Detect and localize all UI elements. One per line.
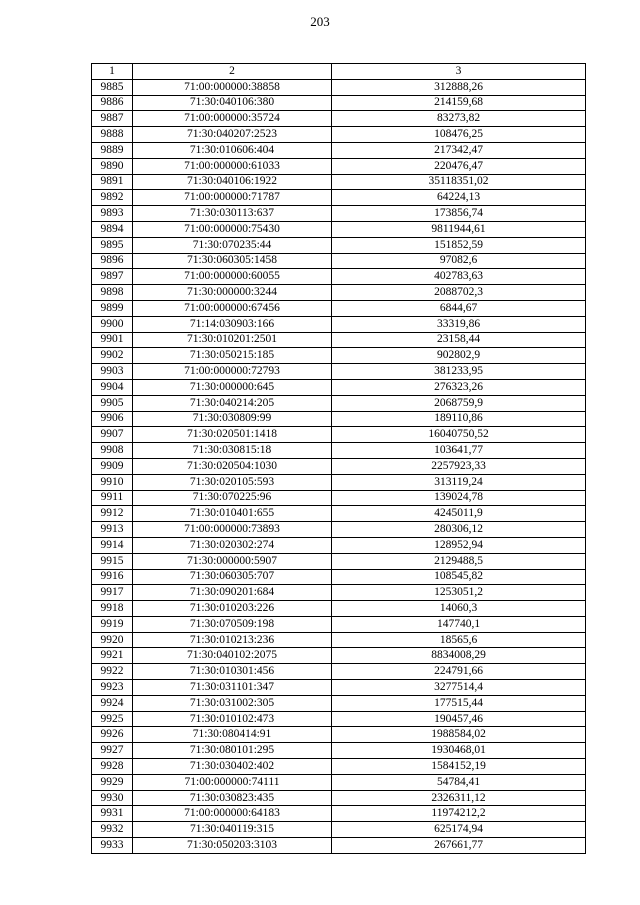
row-number-cell: 9918 [92, 601, 133, 617]
table-row [92, 616, 586, 632]
table-row [92, 174, 586, 190]
cadastral-number-cell: 71:30:030823:435 [133, 790, 332, 806]
value-cell: 381233,95 [332, 364, 586, 380]
cadastral-number-cell: 71:30:030809:99 [133, 411, 332, 427]
cadastral-number-cell: 71:00:000000:71787 [133, 190, 332, 206]
table-row [92, 206, 586, 222]
value-cell: 1253051,2 [332, 585, 586, 601]
table-row [92, 790, 586, 806]
table-row [92, 553, 586, 569]
value-cell: 139024,78 [332, 490, 586, 506]
cadastral-number-cell: 71:30:000000:3244 [133, 285, 332, 301]
table-row [92, 79, 586, 95]
cadastral-number-cell: 71:30:040106:1922 [133, 174, 332, 190]
value-cell: 220476,47 [332, 158, 586, 174]
cadastral-number-cell: 71:30:020501:1418 [133, 427, 332, 443]
row-number-cell: 9909 [92, 458, 133, 474]
column-header-1: 1 [92, 64, 133, 80]
value-cell: 190457,46 [332, 711, 586, 727]
row-number-cell: 9893 [92, 206, 133, 222]
row-number-cell: 9930 [92, 790, 133, 806]
cadastral-number-cell: 71:30:010401:655 [133, 506, 332, 522]
table-row [92, 142, 586, 158]
table-row [92, 300, 586, 316]
value-cell: 16040750,52 [332, 427, 586, 443]
table-row [92, 127, 586, 143]
row-number-cell: 9908 [92, 443, 133, 459]
cadastral-number-cell: 71:30:010606:404 [133, 142, 332, 158]
row-number-cell: 9891 [92, 174, 133, 190]
row-number-cell: 9925 [92, 711, 133, 727]
cadastral-number-cell: 71:30:020302:274 [133, 537, 332, 553]
row-number-cell: 9920 [92, 632, 133, 648]
row-number-cell: 9927 [92, 743, 133, 759]
row-number-cell: 9902 [92, 348, 133, 364]
table-row [92, 190, 586, 206]
table-row [92, 395, 586, 411]
table-row [92, 506, 586, 522]
cadastral-number-cell: 71:30:070235:44 [133, 237, 332, 253]
cadastral-number-cell: 71:30:040102:2075 [133, 648, 332, 664]
table-row [92, 774, 586, 790]
row-number-cell: 9917 [92, 585, 133, 601]
value-cell: 217342,47 [332, 142, 586, 158]
cadastral-number-cell: 71:30:070225:96 [133, 490, 332, 506]
row-number-cell: 9915 [92, 553, 133, 569]
table-row [92, 664, 586, 680]
value-cell: 1584152,19 [332, 759, 586, 775]
row-number-cell: 9933 [92, 838, 133, 854]
cadastral-number-cell: 71:30:030113:637 [133, 206, 332, 222]
table-row [92, 379, 586, 395]
cadastral-number-cell: 71:30:040207:2523 [133, 127, 332, 143]
cadastral-number-cell: 71:30:060305:707 [133, 569, 332, 585]
table-row [92, 237, 586, 253]
value-cell: 33319,86 [332, 316, 586, 332]
cadastral-number-cell: 71:30:031002:305 [133, 695, 332, 711]
table-row [92, 111, 586, 127]
value-cell: 23158,44 [332, 332, 586, 348]
value-cell: 64224,13 [332, 190, 586, 206]
row-number-cell: 9895 [92, 237, 133, 253]
row-number-cell: 9924 [92, 695, 133, 711]
cadastral-number-cell: 71:30:010201:2501 [133, 332, 332, 348]
value-cell: 9811944,61 [332, 221, 586, 237]
row-number-cell: 9894 [92, 221, 133, 237]
cadastral-number-cell: 71:30:080101:295 [133, 743, 332, 759]
value-cell: 103641,77 [332, 443, 586, 459]
value-cell: 1988584,02 [332, 727, 586, 743]
value-cell: 54784,41 [332, 774, 586, 790]
column-header-3: 3 [332, 64, 586, 80]
value-cell: 2088702,3 [332, 285, 586, 301]
table-row [92, 838, 586, 854]
value-cell: 1930468,01 [332, 743, 586, 759]
row-number-cell: 9923 [92, 680, 133, 696]
cadastral-number-cell: 71:00:000000:60055 [133, 269, 332, 285]
value-cell: 2129488,5 [332, 553, 586, 569]
cadastral-number-cell: 71:00:000000:61033 [133, 158, 332, 174]
cadastral-number-cell: 71:30:000000:5907 [133, 553, 332, 569]
row-number-cell: 9896 [92, 253, 133, 269]
row-number-cell: 9932 [92, 822, 133, 838]
value-cell: 280306,12 [332, 522, 586, 538]
value-cell: 2257923,33 [332, 458, 586, 474]
table-row [92, 695, 586, 711]
value-cell: 2326311,12 [332, 790, 586, 806]
row-number-cell: 9910 [92, 474, 133, 490]
table-row [92, 285, 586, 301]
value-cell: 4245011,9 [332, 506, 586, 522]
cadastral-number-cell: 71:30:010213:236 [133, 632, 332, 648]
row-number-cell: 9897 [92, 269, 133, 285]
cadastral-number-cell: 71:00:000000:72793 [133, 364, 332, 380]
table-row [92, 727, 586, 743]
value-cell: 177515,44 [332, 695, 586, 711]
table-row [92, 711, 586, 727]
value-cell: 108476,25 [332, 127, 586, 143]
cadastral-number-cell: 71:14:030903:166 [133, 316, 332, 332]
value-cell: 3277514,4 [332, 680, 586, 696]
cadastral-number-cell: 71:30:020105:593 [133, 474, 332, 490]
row-number-cell: 9901 [92, 332, 133, 348]
table-row [92, 364, 586, 380]
cadastral-number-cell: 71:30:050203:3103 [133, 838, 332, 854]
value-cell: 151852,59 [332, 237, 586, 253]
value-cell: 189110,86 [332, 411, 586, 427]
value-cell: 2068759,9 [332, 395, 586, 411]
value-cell: 35118351,02 [332, 174, 586, 190]
table-row [92, 806, 586, 822]
cadastral-number-cell: 71:30:010203:226 [133, 601, 332, 617]
table-row [92, 269, 586, 285]
table-row [92, 632, 586, 648]
value-cell: 312888,26 [332, 79, 586, 95]
table-row [92, 458, 586, 474]
table-row [92, 648, 586, 664]
table-row [92, 680, 586, 696]
value-cell: 173856,74 [332, 206, 586, 222]
value-cell: 8834008,29 [332, 648, 586, 664]
table-row [92, 443, 586, 459]
row-number-cell: 9921 [92, 648, 133, 664]
cadastral-number-cell: 71:30:040106:380 [133, 95, 332, 111]
value-cell: 6844,67 [332, 300, 586, 316]
data-table [91, 63, 586, 854]
cadastral-number-cell: 71:30:040119:315 [133, 822, 332, 838]
table-row [92, 585, 586, 601]
cadastral-number-cell: 71:30:030402:402 [133, 759, 332, 775]
table-row [92, 253, 586, 269]
cadastral-number-cell: 71:30:031101:347 [133, 680, 332, 696]
row-number-cell: 9885 [92, 79, 133, 95]
cadastral-number-cell: 71:30:000000:645 [133, 379, 332, 395]
value-cell: 128952,94 [332, 537, 586, 553]
cadastral-number-cell: 71:00:000000:74111 [133, 774, 332, 790]
row-number-cell: 9888 [92, 127, 133, 143]
table-row [92, 427, 586, 443]
table-header-row [92, 64, 586, 80]
table-row [92, 490, 586, 506]
row-number-cell: 9903 [92, 364, 133, 380]
row-number-cell: 9911 [92, 490, 133, 506]
row-number-cell: 9904 [92, 379, 133, 395]
row-number-cell: 9907 [92, 427, 133, 443]
value-cell: 625174,94 [332, 822, 586, 838]
cadastral-number-cell: 71:30:070509:198 [133, 616, 332, 632]
cadastral-number-cell: 71:00:000000:64183 [133, 806, 332, 822]
row-number-cell: 9912 [92, 506, 133, 522]
row-number-cell: 9931 [92, 806, 133, 822]
row-number-cell: 9890 [92, 158, 133, 174]
value-cell: 11974212,2 [332, 806, 586, 822]
row-number-cell: 9887 [92, 111, 133, 127]
value-cell: 224791,66 [332, 664, 586, 680]
row-number-cell: 9892 [92, 190, 133, 206]
table-body [92, 79, 586, 853]
row-number-cell: 9899 [92, 300, 133, 316]
row-number-cell: 9914 [92, 537, 133, 553]
value-cell: 83273,82 [332, 111, 586, 127]
table-row [92, 95, 586, 111]
value-cell: 214159,68 [332, 95, 586, 111]
value-cell: 313119,24 [332, 474, 586, 490]
value-cell: 402783,63 [332, 269, 586, 285]
table-row [92, 569, 586, 585]
table-row [92, 158, 586, 174]
cadastral-number-cell: 71:30:040214:205 [133, 395, 332, 411]
value-cell: 18565,6 [332, 632, 586, 648]
row-number-cell: 9905 [92, 395, 133, 411]
cadastral-number-cell: 71:30:020504:1030 [133, 458, 332, 474]
table-row [92, 601, 586, 617]
value-cell: 14060,3 [332, 601, 586, 617]
row-number-cell: 9919 [92, 616, 133, 632]
value-cell: 108545,82 [332, 569, 586, 585]
row-number-cell: 9928 [92, 759, 133, 775]
column-header-2: 2 [133, 64, 332, 80]
cadastral-number-cell: 71:30:010102:473 [133, 711, 332, 727]
row-number-cell: 9922 [92, 664, 133, 680]
cadastral-number-cell: 71:30:060305:1458 [133, 253, 332, 269]
cadastral-number-cell: 71:00:000000:75430 [133, 221, 332, 237]
row-number-cell: 9906 [92, 411, 133, 427]
value-cell: 902802,9 [332, 348, 586, 364]
row-number-cell: 9929 [92, 774, 133, 790]
row-number-cell: 9898 [92, 285, 133, 301]
table-row [92, 759, 586, 775]
page-number: 203 [310, 14, 330, 29]
row-number-cell: 9926 [92, 727, 133, 743]
row-number-cell: 9913 [92, 522, 133, 538]
cadastral-number-cell: 71:00:000000:73893 [133, 522, 332, 538]
cadastral-number-cell: 71:30:050215:185 [133, 348, 332, 364]
table-row [92, 537, 586, 553]
cadastral-number-cell: 71:30:080414:91 [133, 727, 332, 743]
cadastral-number-cell: 71:30:090201:684 [133, 585, 332, 601]
row-number-cell: 9900 [92, 316, 133, 332]
cadastral-number-cell: 71:30:030815:18 [133, 443, 332, 459]
table-row [92, 221, 586, 237]
cadastral-number-cell: 71:00:000000:35724 [133, 111, 332, 127]
cadastral-number-cell: 71:00:000000:38858 [133, 79, 332, 95]
table-row [92, 348, 586, 364]
table-row [92, 522, 586, 538]
row-number-cell: 9916 [92, 569, 133, 585]
value-cell: 267661,77 [332, 838, 586, 854]
row-number-cell: 9886 [92, 95, 133, 111]
table-row [92, 474, 586, 490]
table-row [92, 743, 586, 759]
value-cell: 276323,26 [332, 379, 586, 395]
cadastral-number-cell: 71:30:010301:456 [133, 664, 332, 680]
table-row [92, 822, 586, 838]
row-number-cell: 9889 [92, 142, 133, 158]
cadastral-number-cell: 71:00:000000:67456 [133, 300, 332, 316]
table-row [92, 411, 586, 427]
table-row [92, 332, 586, 348]
value-cell: 97082,6 [332, 253, 586, 269]
value-cell: 147740,1 [332, 616, 586, 632]
table-row [92, 316, 586, 332]
